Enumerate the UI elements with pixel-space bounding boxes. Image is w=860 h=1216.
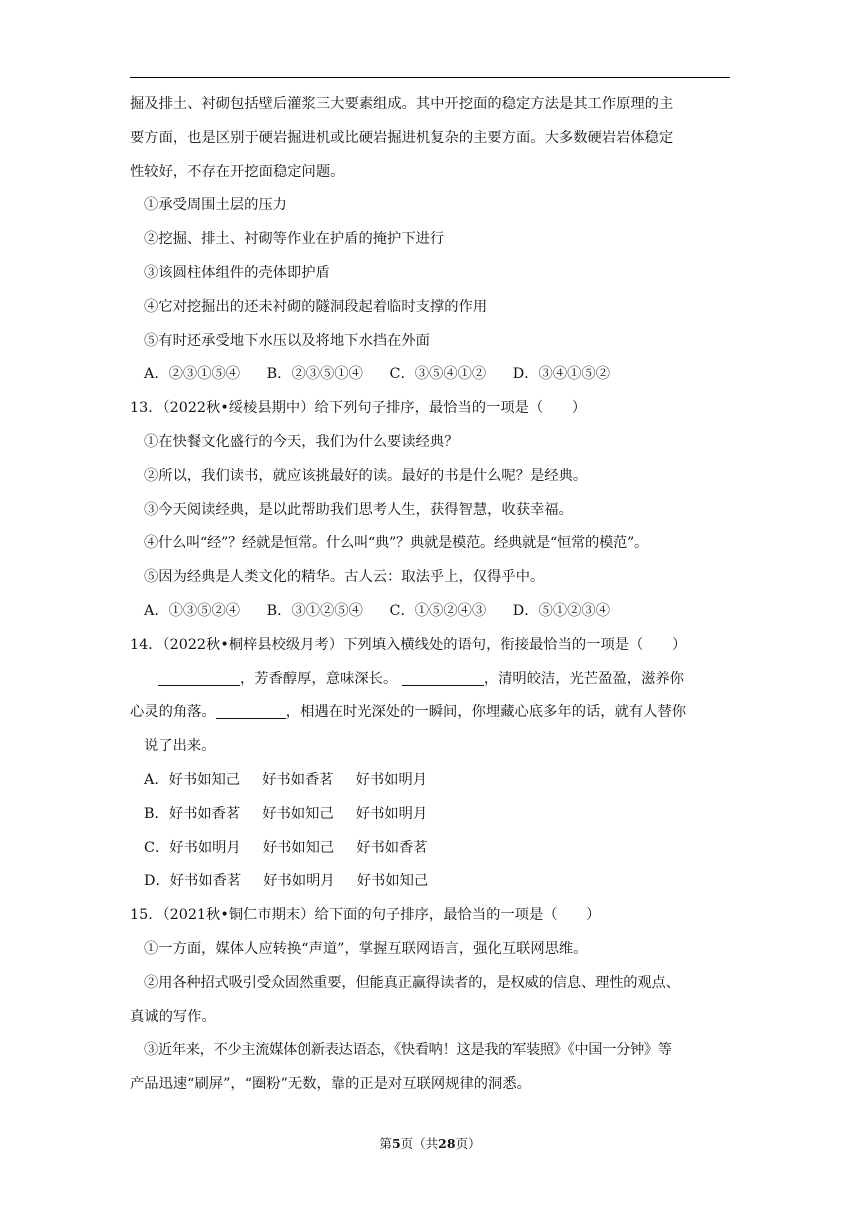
current-page-number: 5 [391,1136,401,1151]
fill-blank [402,669,484,686]
q12-item: ④它对挖掘出的还未衬砌的隧洞段起着临时支撑的作用 [144,298,488,315]
q14-passage-text: ，相遇在时光深处的一瞬间，你埋藏心底多年的话，就有人替你 [285,704,687,721]
header-rule [130,77,730,78]
q15-item: ③近年来，不少主流媒体创新表达语态，《快看呐！这是我的军装照》《中国一分钟》等 [144,1042,672,1059]
q15-item: ①一方面，媒体人应转换“声道”，掌握互联网语言，强化互联网思维。 [144,940,588,957]
q13-item: ⑤因为经典是人类文化的精华。古人云：取法乎上，仅得乎中。 [144,569,545,586]
intro-line: 掘及排土、衬砌包括壁后灌浆三大要素组成。其中开挖面的稳定方法是其工作原理的主 [130,96,674,112]
page-content [130,88,730,1102]
fill-blank [158,669,240,686]
total-page-count: 28 [438,1136,456,1151]
q12-option-c: C．③⑤④①② [389,366,487,383]
q14-option-a: A．好书如知己 好书如香茗 好书如明月 [144,771,428,788]
q15-item-continued: 产品迅速“刷屏”，“圈粉”无数，靠的正是对互联网规律的洞悉。 [130,1076,531,1093]
q12-option-b: B．②③⑤①④ [266,366,363,383]
q13-item: ④什么叫“经”？经就是恒常。什么叫“典”？典就是模范。经典就是“恒常的模范”。 [144,535,648,552]
q14-stem: 14．（2022秋•桐梓县校级月考）下列填入横线处的语句，衔接最恰当的一项是（ ） [130,636,687,653]
q14-passage-line [130,663,730,697]
q13-option-b: B．③①②⑤④ [266,602,363,619]
q13-option-c: C．①⑤②④③ [389,602,487,619]
q12-item: ③该圆柱体组件的壳体即护盾 [144,264,330,281]
fill-blank [216,702,286,719]
q12-option-d: D．③④①⑤② [512,366,611,383]
intro-line: 要方面，也是区别于硬岩掘进机或比硬岩掘进机复杂的主要方面。大多数硬岩岩体稳定 [130,129,674,146]
q14-option-b: B．好书如香茗 好书如知己 好书如明月 [144,805,428,822]
q13-options [130,595,730,629]
q13-item: ②所以，我们读书，就应该挑最好的读。最好的书是什么呢？是经典。 [144,467,588,484]
intro-line: 性较好，不存在开挖面稳定问题。 [130,163,345,180]
q15-item-continued: 真诚的写作。 [130,1008,216,1025]
q13-option-d: D．⑤①②③④ [512,602,611,619]
q13-stem: 13．（2022秋•绥棱县期中）给下列句子排序，最恰当的一项是（ ） [130,400,587,417]
q13-option-a: A．①③⑤②④ [144,602,241,619]
q15-item: ②用各种招式吸引受众固然重要，但能真正赢得读者的，是权威的信息、理性的观点、 [144,974,680,991]
q12-options [130,358,730,392]
q14-passage-text: ，芳香醇厚，意味深长。 [240,670,398,687]
q12-item: ②挖掘、排土、衬砌等作业在护盾的掩护下进行 [144,231,445,248]
q14-passage-line: 说了出来。 [144,738,216,755]
q12-item: ①承受周围土层的压力 [144,197,287,214]
q12-item: ⑤有时还承受地下水压以及将地下水挡在外面 [144,332,430,349]
q14-passage-text: 心灵的角落。 [130,704,216,721]
q14-passage-text: ，清明皎洁，光芒盈盈，滋养你 [483,670,684,687]
q15-stem: 15．（2021秋•铜仁市期末）给下面的句子排序，最恰当的一项是（ ） [130,907,601,924]
q13-item: ③今天阅读经典，是以此帮助我们思考人生，获得智慧，收获幸福。 [144,501,573,518]
page-footer: 第5页（共28页） [379,1136,481,1151]
q14-passage-line [130,696,730,730]
q14-option-d: D．好书如香茗 好书如明月 好书如知己 [144,873,429,890]
q13-item: ①在快餐文化盛行的今天，我们为什么要读经典？ [144,433,459,450]
q12-option-a: A．②③①⑤④ [144,366,241,383]
q14-option-c: C．好书如明月 好书如知己 好书如香茗 [144,839,428,856]
